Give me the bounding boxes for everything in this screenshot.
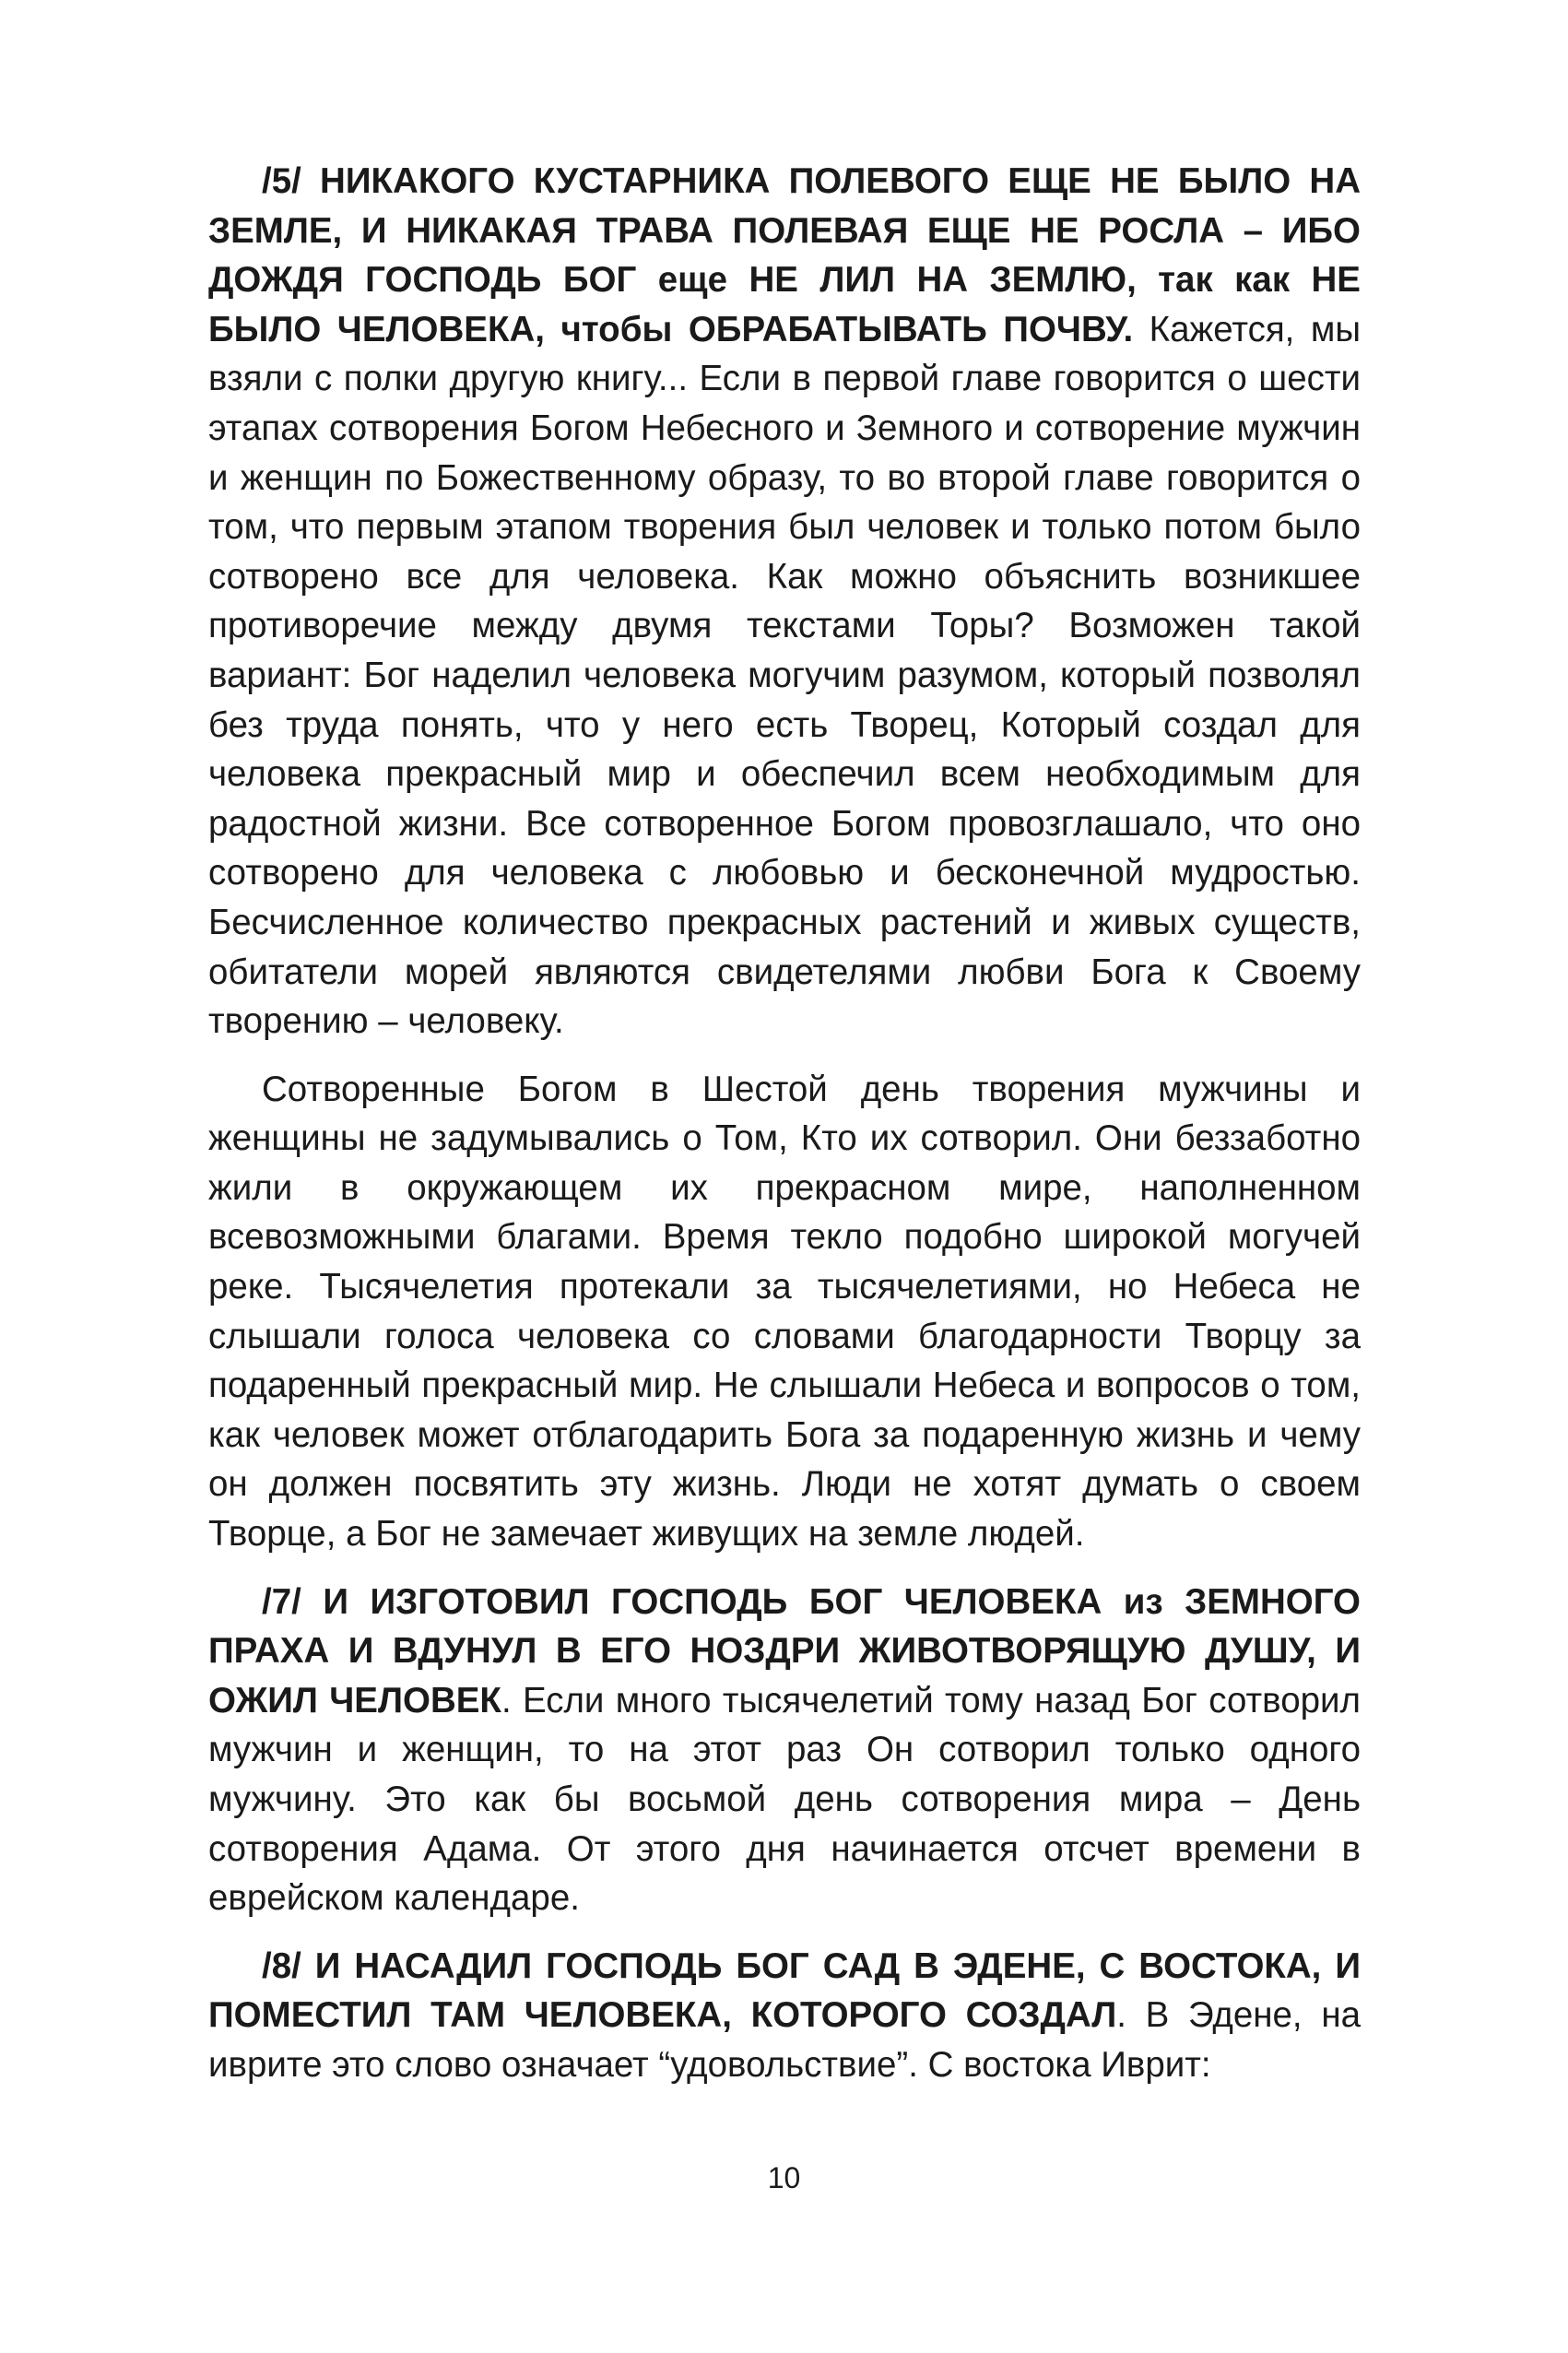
verse-7-commentary: . Если много тысячелетий тому назад Бог сотворил мужчин и женщин, то на этот раз Он сотворил только одного мужчину. Это как бы восьмой день сотворения мира – День сотворения Адама. От этого дня начинается отсчет времени в еврейском календаре. [208,1680,1361,1919]
verse-5-commentary: Кажется, мы взяли с полки другую книгу... Если в первой главе говорится о шести этапах сотворения Богом Небесного и Земного и сотворение мужчин и женщин по Божественному образу, то во второй главе говорится о том, что первым этапом творения был человек и только потом было сотворено все для человека. Как можно объяснить возникшее противоречие между двумя текстами Торы? Возможен такой вариант: Бог наделил человека могучим разумом, который позволял без труда понять, что у него есть Творец, Который создал для человека прекрасный мир и обеспечил всем необходимым для радостной жизни. Все сотворенное Богом провозглашало, что оно сотворено для человека с любовью и бесконечной мудростью. Бесчисленное количество прекрасных растений и живых существ, обитатели морей являются свидетелями любви Бога к Своему творению – человеку. [208,309,1361,1042]
paragraph-commentary [208,1065,1361,1559]
verse-8-heading: /8/ И НАСАДИЛ ГОСПОДЬ БОГ САД В ЭДЕНЕ, С ВОСТОКА, И ПОМЕСТИЛ ТАМ ЧЕЛОВЕКА, КОТОРОГО СОЗДАЛ [208,1945,1361,2036]
commentary-text: Сотворенные Богом в Шестой день творения мужчины и женщины не задумывались о Том, Кто их сотворил. Они беззаботно жили в окружающем их прекрасном мире, наполненном всевозможными благами. Время текло подобно широкой могучей реке. Тысячелетия протекали за тысячелетиями, но Небеса не слышали голоса человека со словами благодарности Творцу за подаренный прекрасный мир. Не слышали Небеса и вопросов о том, как человек может отблагодарить Бога за подаренную жизнь и чему он должен посвятить эту жизнь. Люди не хотят думать о своем Творце, а Бог не замечает живущих на земле людей. [208,1069,1361,1555]
verse-5-heading: /5/ НИКАКОГО КУСТАРНИКА ПОЛЕВОГО ЕЩЕ НЕ БЫЛО НА ЗЕМЛЕ, И НИКАКАЯ ТРАВА ПОЛЕВАЯ ЕЩЕ НЕ РОСЛА – ИБО ДОЖДЯ ГОСПОДЬ БОГ еще НЕ ЛИЛ НА ЗЕМЛЮ, так как НЕ БЫЛО ЧЕЛОВЕКА, чтобы ОБРАБАТЫВАТЬ ПОЧВУ. [208,161,1361,349]
verse-7-heading: /7/ И ИЗГОТОВИЛ ГОСПОДЬ БОГ ЧЕЛОВЕКА из ЗЕМНОГО ПРАХА И ВДУНУЛ В ЕГО НОЗДРИ ЖИВОТВОРЯЩУЮ ДУШУ, И ОЖИЛ ЧЕЛОВЕК [208,1581,1361,1720]
paragraph-verse-5 [208,157,1361,1046]
page-body [208,157,1361,2109]
verse-8-commentary: . В Эдене, на иврите это слово означает “удовольствие”. С востока Иврит: [208,1995,1361,2085]
paragraph-verse-8 [208,1942,1361,2090]
page-number: 10 [767,2161,801,2194]
paragraph-verse-7 [208,1578,1361,1923]
